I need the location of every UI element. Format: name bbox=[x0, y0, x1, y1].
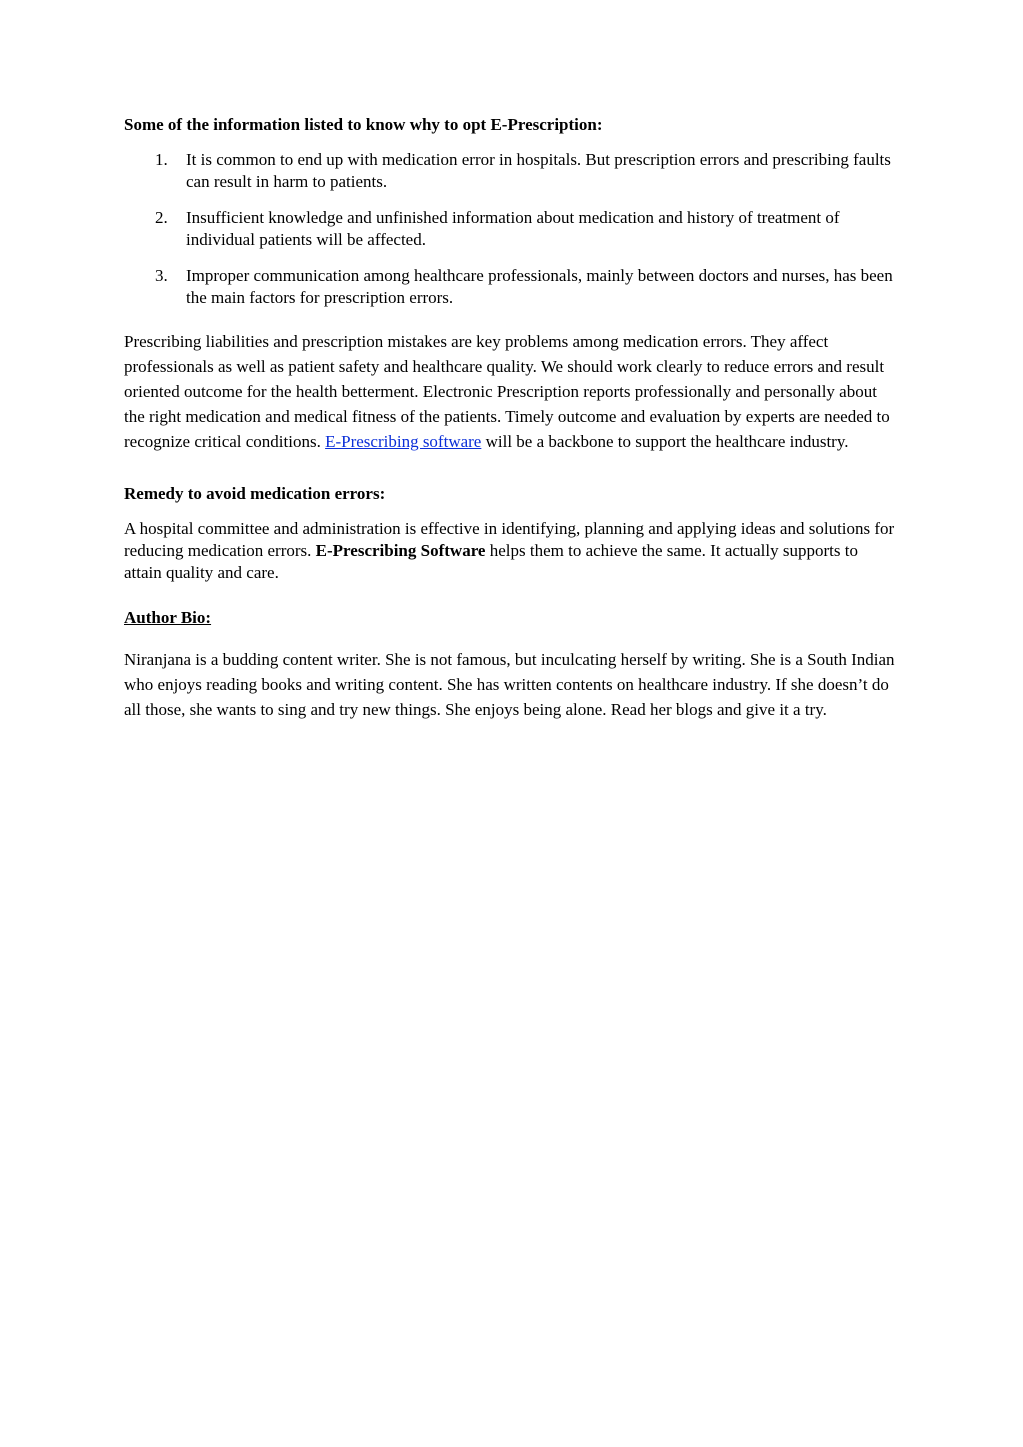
list-item-text: Improper communication among healthcare professionals, mainly between doctors and nurses, has been the main factors for prescription errors. bbox=[186, 266, 893, 307]
list-number: 2. bbox=[155, 208, 168, 227]
e-prescribing-software-bold: E-Prescribing Software bbox=[315, 541, 486, 560]
document-page bbox=[124, 114, 899, 722]
reasons-list bbox=[124, 149, 899, 309]
list-item bbox=[124, 149, 899, 193]
list-number: 1. bbox=[155, 150, 168, 169]
paragraph-text-after-link: will be a backbone to support the healthcare industry. bbox=[481, 432, 849, 451]
list-item-text: Insufficient knowledge and unfinished information about medication and history of treatment of individual patients will be affected. bbox=[186, 208, 840, 249]
list-item bbox=[124, 207, 899, 251]
remedy-text-after-bold: helps them to achieve the same. It actually supports to attain quality and care. bbox=[124, 541, 858, 582]
section-heading-remedy: Remedy to avoid medication errors: bbox=[124, 484, 386, 503]
section-heading-why-e-prescription: Some of the information listed to know why to opt E-Prescription: bbox=[124, 115, 603, 134]
remedy-text-before-bold: A hospital committee and administration is effective in identifying, planning and applying ideas and solutions for reducing medication errors. bbox=[124, 519, 895, 560]
remedy-paragraph bbox=[124, 518, 899, 584]
list-number: 3. bbox=[155, 266, 168, 285]
prescribing-liabilities-paragraph bbox=[124, 329, 899, 454]
author-bio-paragraph: Niranjana is a budding content writer. She is not famous, but inculcating herself by writing. She is a South Indian who enjoys reading books and writing content. She has written contents on healthcare industry. If she doesn’t do all those, she wants to sing and try new things. She enjoys being alone. Read her blogs and give it a try. bbox=[124, 650, 895, 719]
e-prescribing-software-link[interactable]: E-Prescribing software bbox=[325, 432, 482, 451]
list-item-text: It is common to end up with medication error in hospitals. But prescription errors and prescribing faults can result in harm to patients. bbox=[186, 150, 891, 191]
author-bio-heading: Author Bio: bbox=[124, 608, 212, 627]
list-item bbox=[124, 265, 899, 309]
paragraph-text-before-link: Prescribing liabilities and prescription mistakes are key problems among medication errors. They affect professionals as well as patient safety and healthcare quality. We should work clearly to reduce errors and result oriented outcome for the health betterment. Electronic Prescription reports professionally and personally about the right medication and medical fitness of the patients. Timely outcome and evaluation by experts are needed to recognize critical conditions. bbox=[124, 332, 890, 451]
